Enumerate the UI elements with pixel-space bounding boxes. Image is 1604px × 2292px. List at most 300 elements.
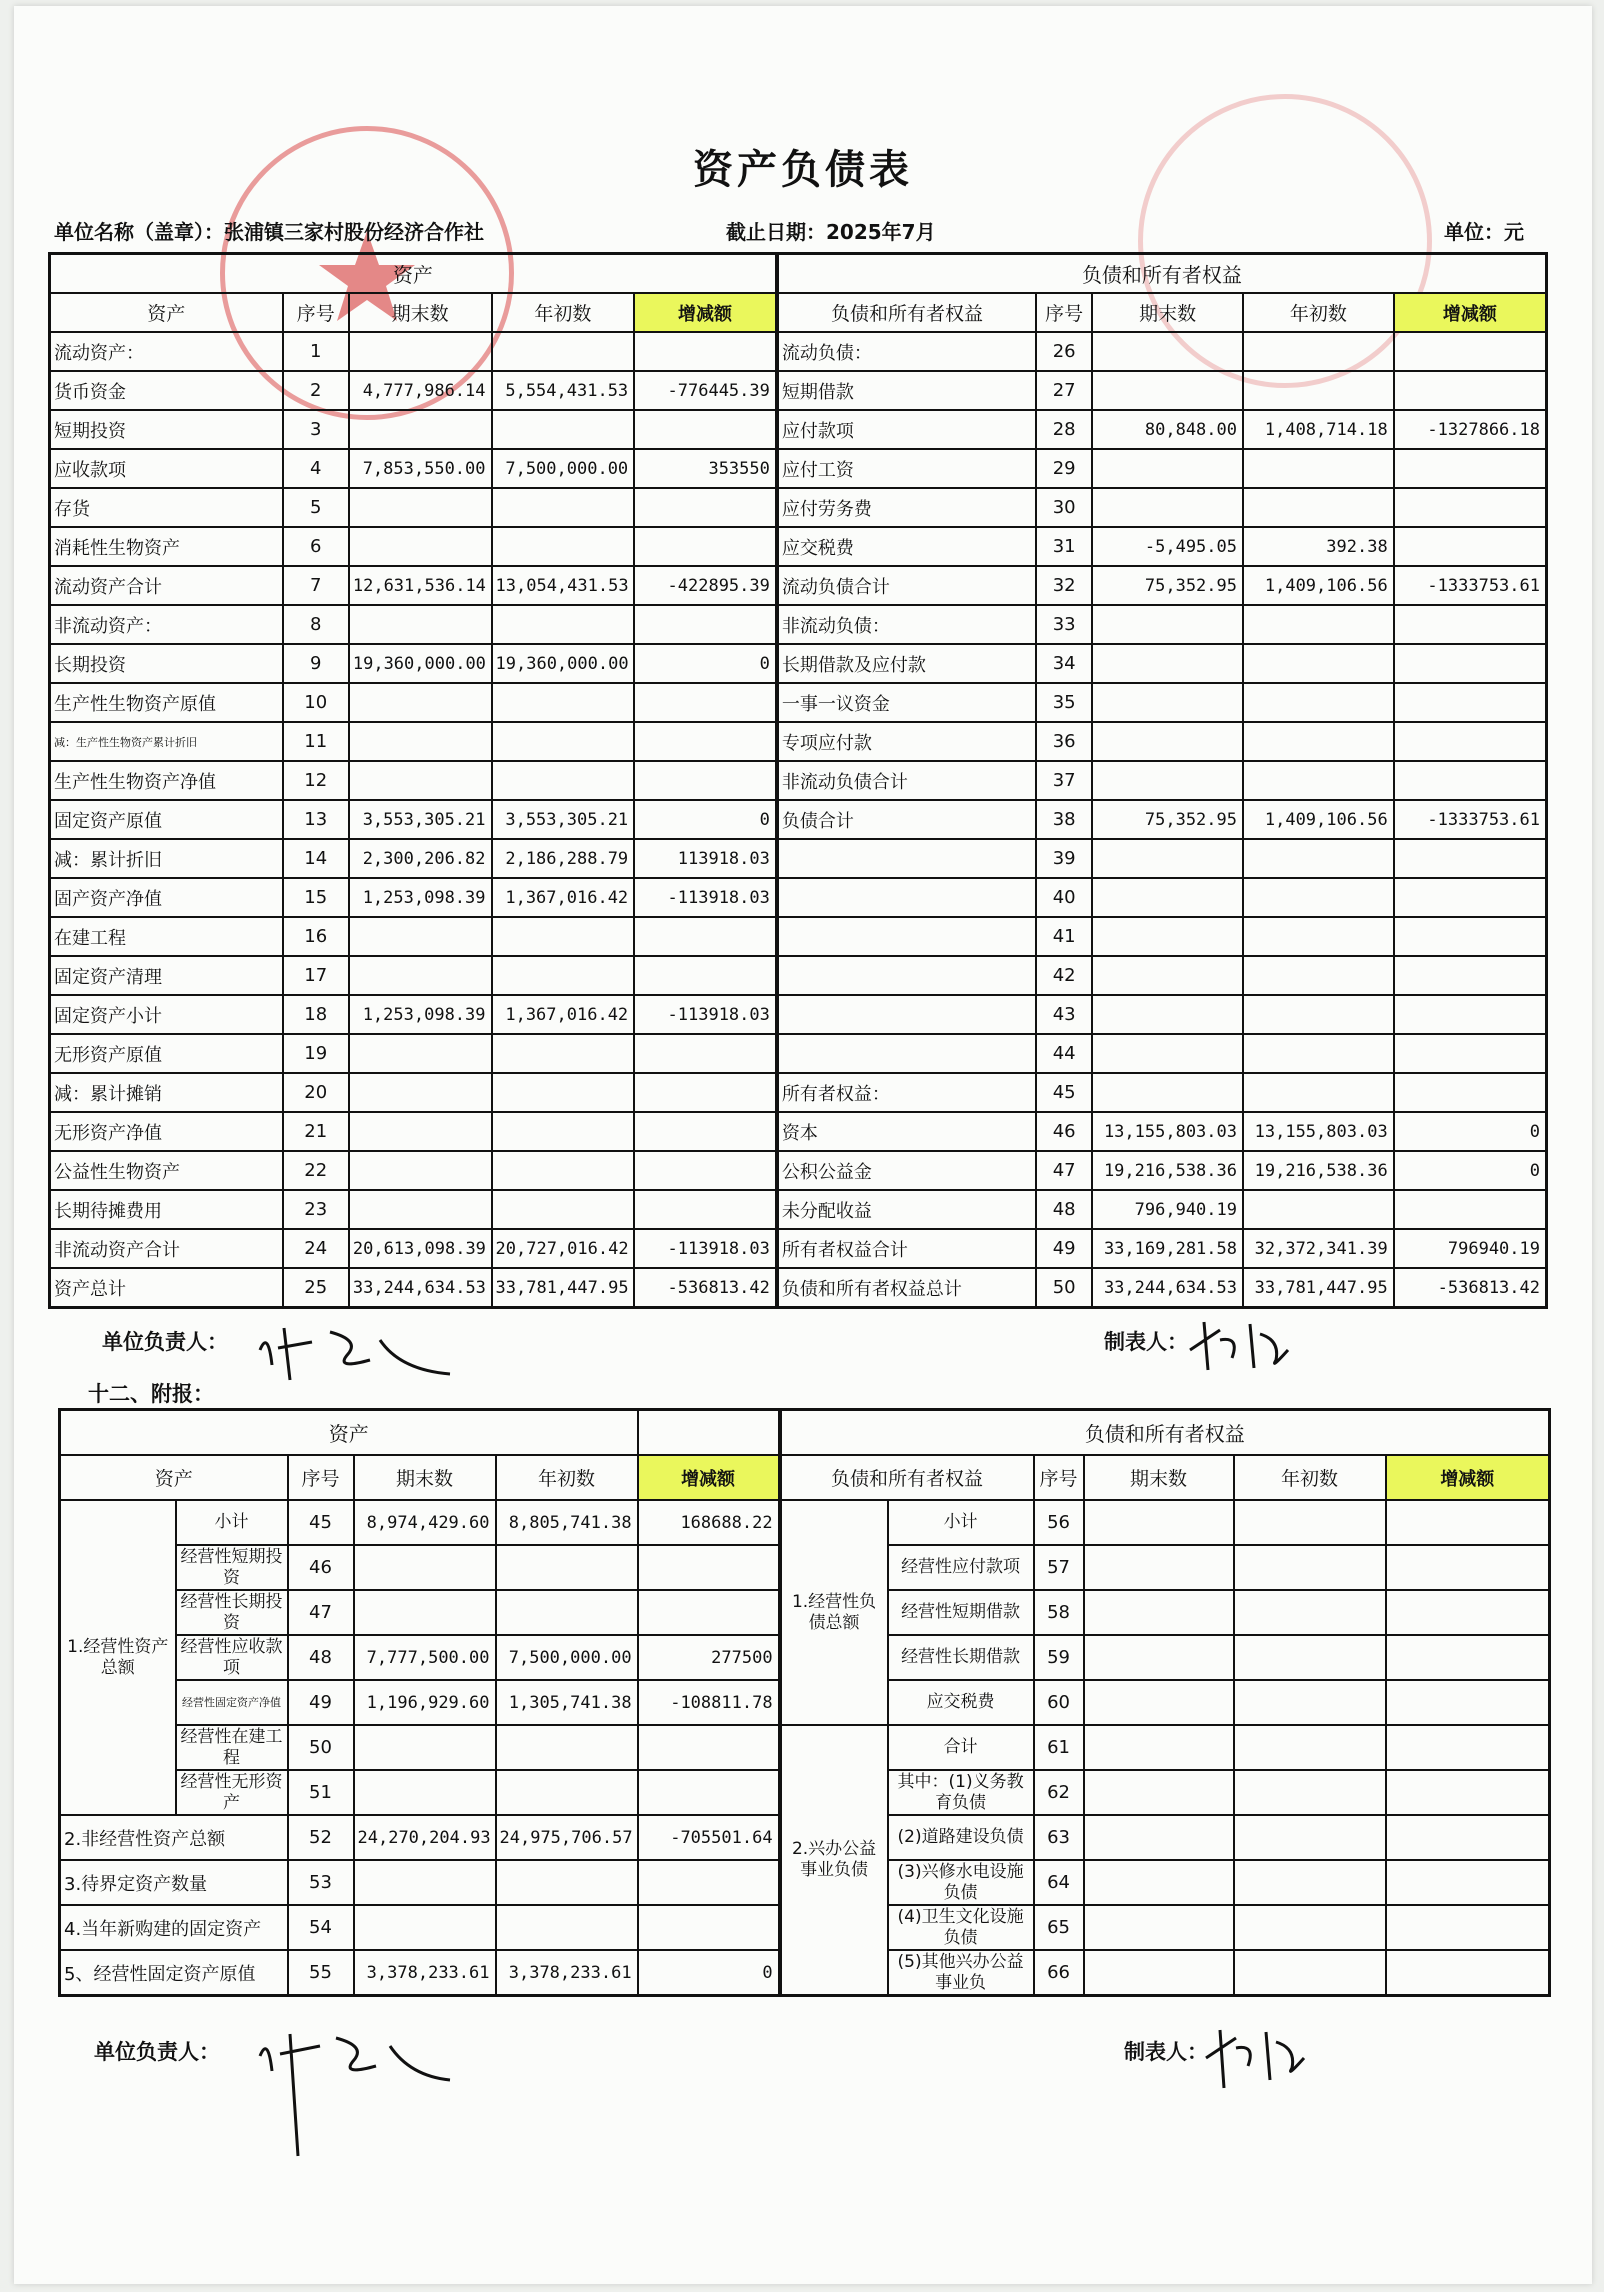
asset-end-cell (349, 722, 492, 761)
liability-begin-cell: 392.38 (1243, 527, 1394, 566)
asset-change-cell (634, 488, 777, 527)
asset-begin-cell: 3,553,305.21 (492, 800, 635, 839)
asset-name-cell: 长期投资 (50, 644, 283, 683)
asset-begin-cell (492, 1034, 635, 1073)
asset-end-cell: 33,244,634.53 (349, 1268, 492, 1308)
asset-change-cell (634, 527, 777, 566)
liability-end-cell (1092, 839, 1243, 878)
liability-seq-cell: 48 (1036, 1190, 1092, 1229)
appendix-title: 十二、附报： (88, 1382, 214, 1406)
liability-name-cell (777, 995, 1036, 1034)
asset-name-cell: 长期待摊费用 (50, 1190, 283, 1229)
liability-change-cell: -536813.42 (1394, 1268, 1547, 1308)
liability-begin-cell (1234, 1860, 1386, 1905)
assets-section-header: 资产 (50, 254, 777, 294)
liability-name-cell: 其中：(1)义务教育负债 (888, 1770, 1034, 1815)
asset-begin-cell: 5,554,431.53 (492, 371, 635, 410)
liability-begin-cell (1243, 488, 1394, 527)
table-row (50, 683, 1547, 722)
liability-name-cell: 负债和所有者权益总计 (777, 1268, 1036, 1308)
asset-name-cell: 3.待界定资产数量 (60, 1860, 288, 1905)
col-header: 年初数 (496, 1455, 638, 1500)
asset-seq-cell: 14 (283, 839, 349, 878)
asset-seq-cell: 24 (283, 1229, 349, 1268)
liability-change-cell (1394, 1034, 1547, 1073)
liability-begin-cell (1234, 1635, 1386, 1680)
liability-seq-cell: 44 (1036, 1034, 1092, 1073)
asset-change-cell (634, 722, 777, 761)
liability-name-cell (777, 878, 1036, 917)
liability-name-cell: 应付工资 (777, 449, 1036, 488)
liability-begin-cell: 1,409,106.56 (1243, 566, 1394, 605)
liability-begin-cell (1243, 995, 1394, 1034)
asset-name-cell: 2.非经营性资产总额 (60, 1815, 288, 1860)
asset-name-cell: 存货 (50, 488, 283, 527)
col-header: 序号 (1036, 293, 1092, 332)
liability-end-cell (1092, 371, 1243, 410)
table-row (50, 371, 1547, 410)
asset-seq-cell: 17 (283, 956, 349, 995)
operating-asset-name-cell: 经营性固定资产净值 (176, 1680, 288, 1725)
liability-seq-cell: 66 (1034, 1950, 1084, 1996)
liability-name-cell: 负债合计 (777, 800, 1036, 839)
table-row (50, 995, 1547, 1034)
liability-change-cell (1394, 683, 1547, 722)
liability-end-cell (1084, 1725, 1234, 1770)
asset-begin-cell: 20,727,016.42 (492, 1229, 635, 1268)
asset-end-cell: 12,631,536.14 (349, 566, 492, 605)
liability-seq-cell: 64 (1034, 1860, 1084, 1905)
liability-name-cell: 所有者权益： (777, 1073, 1036, 1112)
asset-change-cell (638, 1545, 780, 1590)
asset-begin-cell (492, 527, 635, 566)
asset-begin-cell (492, 1073, 635, 1112)
asset-seq-cell: 46 (288, 1545, 354, 1590)
operating-liabilities-group-label: 1.经营性负债总额 (780, 1500, 888, 1725)
liability-name-cell: (3)兴修水电设施负债 (888, 1860, 1034, 1905)
asset-end-cell: 1,196,929.60 (354, 1680, 496, 1725)
asset-end-cell: 2,300,206.82 (349, 839, 492, 878)
liability-seq-cell: 41 (1036, 917, 1092, 956)
liability-seq-cell: 50 (1036, 1268, 1092, 1308)
operating-asset-name-cell: 小计 (176, 1500, 288, 1545)
asset-begin-cell (496, 1770, 638, 1815)
table-row (50, 878, 1547, 917)
asset-seq-cell: 12 (283, 761, 349, 800)
liability-seq-cell: 35 (1036, 683, 1092, 722)
asset-end-cell: 8,974,429.60 (354, 1500, 496, 1545)
asset-change-cell (634, 1112, 777, 1151)
col-header: 负债和所有者权益 (780, 1455, 1034, 1500)
asset-begin-cell (492, 917, 635, 956)
operating-assets-group-label: 1.经营性资产总额 (60, 1500, 176, 1815)
asset-seq-cell: 20 (283, 1073, 349, 1112)
liability-begin-cell (1243, 878, 1394, 917)
responsible-label-bottom: 单位负责人： (94, 2040, 220, 2064)
liability-end-cell (1092, 683, 1243, 722)
col-header: 年初数 (492, 293, 635, 332)
liability-end-cell (1092, 644, 1243, 683)
liability-begin-cell (1234, 1905, 1386, 1950)
page-title: 资产负债表 (693, 147, 913, 193)
asset-end-cell (349, 1151, 492, 1190)
liability-change-cell (1394, 839, 1547, 878)
asset-seq-cell: 15 (283, 878, 349, 917)
asset-name-cell: 应收款项 (50, 449, 283, 488)
col-header: 年初数 (1243, 293, 1394, 332)
liability-name-cell: 流动负债合计 (777, 566, 1036, 605)
asset-begin-cell (496, 1545, 638, 1590)
asset-seq-cell: 45 (288, 1500, 354, 1545)
asset-seq-cell: 54 (288, 1905, 354, 1950)
liability-change-cell (1386, 1680, 1550, 1725)
liability-end-cell (1092, 956, 1243, 995)
col-header: 年初数 (1234, 1455, 1386, 1500)
asset-name-cell: 固定资产小计 (50, 995, 283, 1034)
asset-seq-cell: 10 (283, 683, 349, 722)
liability-begin-cell (1234, 1590, 1386, 1635)
liability-end-cell: 75,352.95 (1092, 566, 1243, 605)
asset-begin-cell (492, 332, 635, 371)
liability-end-cell (1084, 1680, 1234, 1725)
signature-preparer-bottom (1196, 2018, 1316, 2098)
liability-change-cell (1394, 605, 1547, 644)
liability-name-cell: 经营性长期借款 (888, 1635, 1034, 1680)
liability-seq-cell: 30 (1036, 488, 1092, 527)
public-welfare-liabilities-group-label: 2.兴办公益事业负债 (780, 1725, 888, 1996)
asset-change-cell: -113918.03 (634, 878, 777, 917)
col-header: 期末数 (349, 293, 492, 332)
liability-seq-cell: 38 (1036, 800, 1092, 839)
liability-end-cell: 33,169,281.58 (1092, 1229, 1243, 1268)
liability-end-cell (1084, 1500, 1234, 1545)
liability-name-cell: 所有者权益合计 (777, 1229, 1036, 1268)
asset-name-cell: 非流动资产合计 (50, 1229, 283, 1268)
liability-begin-cell (1243, 956, 1394, 995)
asset-begin-cell (496, 1725, 638, 1770)
asset-name-cell: 资产总计 (50, 1268, 283, 1308)
signature-preparer (1180, 1310, 1300, 1380)
asset-begin-cell (492, 683, 635, 722)
signature-responsible-bottom (250, 2016, 470, 2166)
table-row (50, 761, 1547, 800)
liability-change-cell: -1333753.61 (1394, 800, 1547, 839)
asset-change-cell (638, 1770, 780, 1815)
asset-seq-cell: 52 (288, 1815, 354, 1860)
asset-seq-cell: 22 (283, 1151, 349, 1190)
liability-end-cell: 13,155,803.03 (1092, 1112, 1243, 1151)
liability-change-cell: 0 (1394, 1112, 1547, 1151)
liability-change-cell (1386, 1905, 1550, 1950)
col-header: 负债和所有者权益 (777, 293, 1036, 332)
liability-change-cell (1386, 1770, 1550, 1815)
asset-end-cell: 1,253,098.39 (349, 878, 492, 917)
asset-change-cell: 0 (638, 1950, 780, 1996)
table-row (50, 605, 1547, 644)
asset-seq-cell: 9 (283, 644, 349, 683)
asset-begin-cell (492, 488, 635, 527)
asset-seq-cell: 5 (283, 488, 349, 527)
asset-change-cell: -705501.64 (638, 1815, 780, 1860)
asset-name-cell: 固定资产原值 (50, 800, 283, 839)
asset-begin-cell (492, 761, 635, 800)
liability-end-cell (1084, 1545, 1234, 1590)
liability-name-cell: 未分配收益 (777, 1190, 1036, 1229)
asset-seq-cell: 48 (288, 1635, 354, 1680)
asset-end-cell (354, 1905, 496, 1950)
liability-change-cell (1394, 761, 1547, 800)
asset-end-cell (349, 1073, 492, 1112)
asset-change-cell: -776445.39 (634, 371, 777, 410)
asset-name-cell: 在建工程 (50, 917, 283, 956)
liability-change-cell: 0 (1394, 1151, 1547, 1190)
table-row (50, 332, 1547, 371)
liability-begin-cell (1243, 371, 1394, 410)
liability-name-cell: 短期借款 (777, 371, 1036, 410)
asset-seq-cell: 19 (283, 1034, 349, 1073)
operating-asset-name-cell: 经营性在建工程 (176, 1725, 288, 1770)
liability-change-cell (1394, 722, 1547, 761)
asset-begin-cell (492, 722, 635, 761)
liability-seq-cell: 65 (1034, 1905, 1084, 1950)
asset-name-cell: 4.当年新购建的固定资产 (60, 1905, 288, 1950)
asset-end-cell: 20,613,098.39 (349, 1229, 492, 1268)
asset-change-cell: -422895.39 (634, 566, 777, 605)
asset-end-cell: 1,253,098.39 (349, 995, 492, 1034)
liability-end-cell: 33,244,634.53 (1092, 1268, 1243, 1308)
liability-name-cell: 经营性应付款项 (888, 1545, 1034, 1590)
liability-seq-cell: 46 (1036, 1112, 1092, 1151)
asset-seq-cell: 2 (283, 371, 349, 410)
asset-change-cell (634, 1034, 777, 1073)
liability-begin-cell (1234, 1815, 1386, 1860)
table-row (50, 839, 1547, 878)
liability-name-cell: 公积公益金 (777, 1151, 1036, 1190)
unit-name: 单位名称（盖章）：张浦镇三家村股份经济合作社 (54, 220, 484, 244)
table-row (50, 917, 1547, 956)
liability-seq-cell: 34 (1036, 644, 1092, 683)
asset-name-cell: 非流动资产： (50, 605, 283, 644)
asset-change-cell (634, 1073, 777, 1112)
asset-begin-cell: 7,500,000.00 (496, 1635, 638, 1680)
asset-seq-cell: 55 (288, 1950, 354, 1996)
liability-change-cell (1394, 449, 1547, 488)
asset-begin-cell: 1,305,741.38 (496, 1680, 638, 1725)
asset-seq-cell: 51 (288, 1770, 354, 1815)
liability-change-cell (1386, 1635, 1550, 1680)
signature-responsible (250, 1310, 470, 1390)
liability-change-cell (1394, 644, 1547, 683)
liability-seq-cell: 62 (1034, 1770, 1084, 1815)
liability-seq-cell: 49 (1036, 1229, 1092, 1268)
asset-begin-cell: 33,781,447.95 (492, 1268, 635, 1308)
liability-end-cell: -5,495.05 (1092, 527, 1243, 566)
table-row (50, 488, 1547, 527)
liability-change-cell (1394, 527, 1547, 566)
liability-seq-cell: 33 (1036, 605, 1092, 644)
table-row (50, 800, 1547, 839)
liability-begin-cell: 32,372,341.39 (1243, 1229, 1394, 1268)
asset-change-cell (634, 683, 777, 722)
asset-end-cell: 4,777,986.14 (349, 371, 492, 410)
liability-end-cell (1092, 917, 1243, 956)
asset-end-cell (349, 1112, 492, 1151)
liability-end-cell: 796,940.19 (1092, 1190, 1243, 1229)
liability-name-cell (777, 956, 1036, 995)
liability-end-cell (1092, 995, 1243, 1034)
liability-name-cell: 应交税费 (888, 1680, 1034, 1725)
table-row (60, 1500, 1550, 1545)
col-header: 增减额 (1386, 1455, 1550, 1500)
liability-change-cell (1394, 1073, 1547, 1112)
asset-seq-cell: 11 (283, 722, 349, 761)
table-row (50, 1112, 1547, 1151)
liability-end-cell: 75,352.95 (1092, 800, 1243, 839)
asset-end-cell (349, 956, 492, 995)
liability-begin-cell (1234, 1545, 1386, 1590)
liability-seq-cell: 37 (1036, 761, 1092, 800)
asset-change-cell (634, 917, 777, 956)
asset-end-cell (349, 332, 492, 371)
liability-name-cell: 专项应付款 (777, 722, 1036, 761)
asset-name-cell: 生产性生物资产净值 (50, 761, 283, 800)
balance-sheet-table (48, 252, 1548, 1309)
liability-seq-cell: 45 (1036, 1073, 1092, 1112)
asset-end-cell (349, 488, 492, 527)
col-header: 增减额 (1394, 293, 1547, 332)
liability-change-cell (1386, 1860, 1550, 1905)
liability-seq-cell: 32 (1036, 566, 1092, 605)
table-row (50, 449, 1547, 488)
asset-end-cell (354, 1545, 496, 1590)
liability-begin-cell: 33,781,447.95 (1243, 1268, 1394, 1308)
liability-change-cell (1386, 1950, 1550, 1996)
operating-asset-name-cell: 经营性应收款项 (176, 1635, 288, 1680)
asset-name-cell: 公益性生物资产 (50, 1151, 283, 1190)
liability-change-cell (1394, 878, 1547, 917)
asset-name-cell: 货币资金 (50, 371, 283, 410)
liability-end-cell (1092, 605, 1243, 644)
liability-end-cell: 80,848.00 (1092, 410, 1243, 449)
liability-begin-cell (1243, 917, 1394, 956)
liability-begin-cell (1243, 722, 1394, 761)
asset-seq-cell: 7 (283, 566, 349, 605)
liability-begin-cell (1234, 1680, 1386, 1725)
asset-end-cell (349, 605, 492, 644)
liability-seq-cell: 60 (1034, 1680, 1084, 1725)
asset-change-cell: -108811.78 (638, 1680, 780, 1725)
asset-seq-cell: 49 (288, 1680, 354, 1725)
asset-seq-cell: 8 (283, 605, 349, 644)
liability-seq-cell: 28 (1036, 410, 1092, 449)
document-page (14, 6, 1592, 2284)
liability-name-cell: 应付劳务费 (777, 488, 1036, 527)
asset-seq-cell: 53 (288, 1860, 354, 1905)
asset-change-cell: -113918.03 (634, 1229, 777, 1268)
liability-name-cell: 非流动负债： (777, 605, 1036, 644)
asset-name-cell: 减：生产性生物资产累计折旧 (50, 722, 283, 761)
table-row (50, 1034, 1547, 1073)
col-header: 序号 (288, 1455, 354, 1500)
asset-change-cell: 0 (634, 800, 777, 839)
asset-begin-cell: 24,975,706.57 (496, 1815, 638, 1860)
liability-end-cell (1084, 1860, 1234, 1905)
table-row (50, 1229, 1547, 1268)
liability-seq-cell: 27 (1036, 371, 1092, 410)
liability-name-cell: 非流动负债合计 (777, 761, 1036, 800)
col-header: 资产 (60, 1455, 288, 1500)
liability-change-cell (1386, 1590, 1550, 1635)
asset-end-cell (349, 410, 492, 449)
asset-end-cell (354, 1590, 496, 1635)
liability-seq-cell: 31 (1036, 527, 1092, 566)
liability-seq-cell: 56 (1034, 1500, 1084, 1545)
currency-unit: 单位：元 (1444, 220, 1524, 244)
asset-begin-cell (492, 1151, 635, 1190)
asset-seq-cell: 50 (288, 1725, 354, 1770)
col-header: 资产 (50, 293, 283, 332)
table-row (50, 410, 1547, 449)
col-header: 序号 (283, 293, 349, 332)
asset-seq-cell: 6 (283, 527, 349, 566)
liability-name-cell: (4)卫生文化设施负债 (888, 1905, 1034, 1950)
table-row (50, 1151, 1547, 1190)
liability-begin-cell (1243, 605, 1394, 644)
liability-end-cell (1092, 1034, 1243, 1073)
asset-change-cell: 277500 (638, 1635, 780, 1680)
liability-begin-cell (1234, 1725, 1386, 1770)
asset-change-cell: 113918.03 (634, 839, 777, 878)
asset-seq-cell: 21 (283, 1112, 349, 1151)
liability-begin-cell (1243, 644, 1394, 683)
liability-begin-cell (1243, 449, 1394, 488)
liability-change-cell (1386, 1500, 1550, 1545)
liability-begin-cell (1234, 1770, 1386, 1815)
asset-begin-cell: 1,367,016.42 (492, 878, 635, 917)
liability-name-cell: 合计 (888, 1725, 1034, 1770)
preparer-label-bottom: 制表人： (1124, 2040, 1208, 2064)
asset-seq-cell: 1 (283, 332, 349, 371)
asset-name-cell: 减：累计折旧 (50, 839, 283, 878)
asset-change-cell (634, 332, 777, 371)
asset-change-cell (634, 1190, 777, 1229)
asset-change-cell (634, 605, 777, 644)
liability-change-cell (1394, 371, 1547, 410)
asset-end-cell (354, 1725, 496, 1770)
liability-begin-cell (1243, 1034, 1394, 1073)
asset-change-cell (634, 1151, 777, 1190)
liability-seq-cell: 47 (1036, 1151, 1092, 1190)
liability-name-cell: (2)道路建设负债 (888, 1815, 1034, 1860)
appendix-assets-header: 资产 (60, 1410, 638, 1456)
appendix-table (58, 1408, 1551, 1997)
asset-seq-cell: 13 (283, 800, 349, 839)
liability-begin-cell: 19,216,538.36 (1243, 1151, 1394, 1190)
liability-end-cell (1084, 1635, 1234, 1680)
asset-begin-cell (492, 956, 635, 995)
table-row (50, 644, 1547, 683)
asset-change-cell (638, 1725, 780, 1770)
liability-begin-cell: 1,408,714.18 (1243, 410, 1394, 449)
asset-end-cell (349, 1034, 492, 1073)
asset-end-cell (354, 1770, 496, 1815)
asset-begin-cell: 7,500,000.00 (492, 449, 635, 488)
asset-begin-cell (496, 1905, 638, 1950)
col-header: 增减额 (634, 293, 777, 332)
liability-change-cell: 796940.19 (1394, 1229, 1547, 1268)
blank-cell (638, 1410, 780, 1456)
asset-name-cell: 流动资产： (50, 332, 283, 371)
